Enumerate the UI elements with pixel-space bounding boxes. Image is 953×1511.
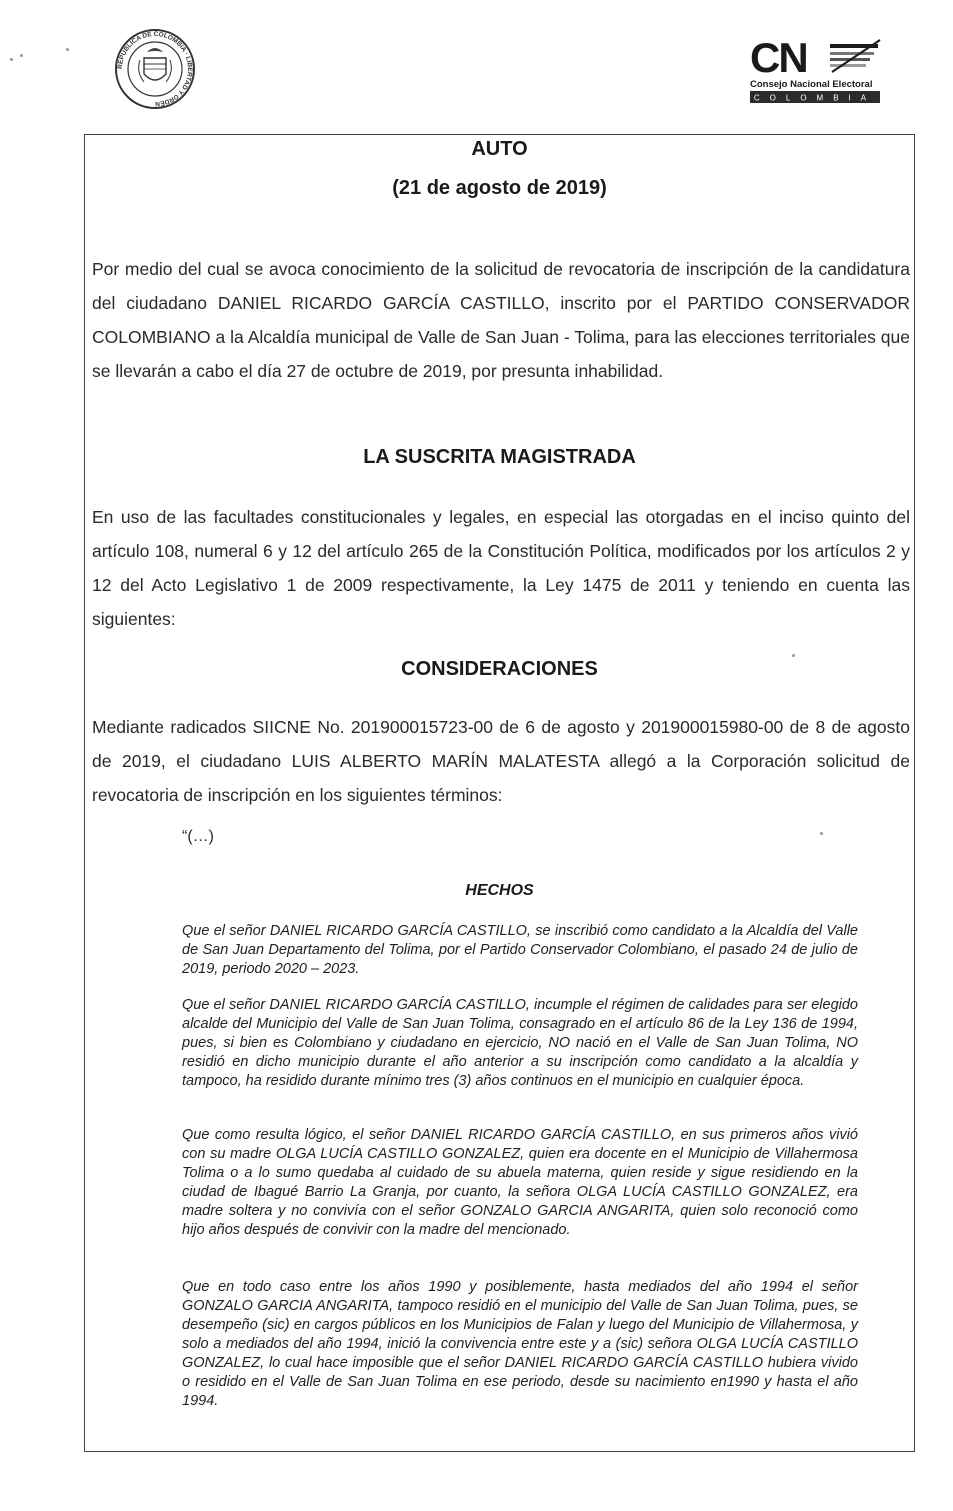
hecho-paragraph: Que como resulta lógico, el señor DANIEL RICARDO GARCÍA CASTILLO, en sus primeros años vivió con su madre OLGA LUCÍA CASTILLO GONZALEZ, quien era docente en el Municipio de Villahermosa Tolima o a lo sumo quedaba al cuidado de su abuela materna, quien reside y sigue residiendo en la ciudad de Ibagué Barrio La Granja, por cuanto, la señora OLGA LUCÍA CASTILLO GONZALEZ, era madre soltera y no convivía con el señor GONZALO GARCIA ANGARITA, quien solo reconoció como hijo años después de convivir con la madre del mencionado. [182,1127,858,1238]
cne-country: COLOMBIA [753,93,877,103]
cne-name: Consejo Nacional Electoral [750,79,873,90]
scan-speck [20,54,23,57]
authority-heading: LA SUSCRITA MAGISTRADA [363,446,636,468]
hecho-paragraph: Que en todo caso entre los años 1990 y posiblemente, hasta mediados del año 1994 el señor GONZALO GARCIA ANGARITA, tampoco residió en el municipio del Valle de San Juan Tolima, pues, se desempeño (sic) en cargos públicos en los Municipios de Falan y luego del Municipio de Villahermosa, y solo a mediados del año 1994, inició la convivencia entre este y a (sic) señora OLGA LUCÍA CASTILLO GONZALEZ, lo cual hace imposible que el señor DANIEL RICARDO GARCÍA CASTILLO hubiera vivido o residido en el Valle de San Juan Tolima en ese periodo, desde su nacimiento en1990 y hasta el año 1994. [182,1279,858,1409]
hecho-paragraph: Que el señor DANIEL RICARDO GARCÍA CASTILLO, se inscribió como candidato a la Alcaldía del Valle de San Juan Departamento del Tolima, por el Partido Conservador Colombiano, el pasado 24 de julio de 2019, periodo 2020 – 2023. [182,923,858,977]
colombia-seal-icon [114,28,196,110]
scan-speck [820,832,823,835]
scan-speck [66,48,69,51]
intro-paragraph: Por medio del cual se avoca conocimiento de la solicitud de revocatoria de inscripción de la candidatura del ciudadano DANIEL RICARDO GARCÍA CASTILLO, inscrito por el PARTIDO CONSERVADOR COLOMBIANO a la Alcaldía municipal de Valle de San Juan - Tolima, para las elecciones territoriales que se llevarán a cabo el día 27 de octubre de 2019, por presunta inhabilidad. [92,259,910,381]
cne-logo-icon [748,34,884,106]
document-title: AUTO [471,138,528,160]
hecho-paragraph: Que el señor DANIEL RICARDO GARCÍA CASTILLO, incumple el régimen de calidades para ser elegido alcalde del Municipio del Valle de San Juan Tolima, consagrado en el artículo 86 de la Ley 136 de 1994, pues, si bien es Colombiano y ciudadano en ejercicio, NO nació en el Valle de San Juan Tolima, NO residió en dicho municipio durante el año anterior a su inscripción como candidato a la alcaldía y tampoco, ha residido durante mínimo tres (3) años continuos en el municipio en cualquier época. [182,997,858,1089]
seal-text: REPÚBLICA DE COLOMBIA · LIBERTAD Y ORDEN [116,30,194,108]
authority-paragraph: En uso de las facultades constitucionales y legales, en especial las otorgadas en el inciso quinto del artículo 108, numeral 6 y 12 del artículo 265 de la Constitución Política, modificados por los artículos 2 y 12 del Acto Legislativo 1 de 2009 respectivamente, la Ley 1475 de 2011 y teniendo en cuenta las siguientes: [92,507,910,629]
cne-logo-letters: CN [750,34,807,81]
hechos-heading: HECHOS [465,882,534,899]
scan-speck [10,58,13,61]
considerations-paragraph: Mediante radicados SIICNE No. 201900015723-00 de 6 de agosto y 201900015980-00 de 8 de agosto de 2019, el ciudadano LUIS ALBERTO MARÍN MALATESTA allegó a la Corporación solicitud de revocatoria de inscripción en los siguientes términos: [92,717,910,805]
quote-opening: “(…) [182,828,214,845]
document-date: (21 de agosto de 2019) [392,177,607,199]
scan-speck [792,654,795,657]
considerations-heading: CONSIDERACIONES [401,658,598,680]
